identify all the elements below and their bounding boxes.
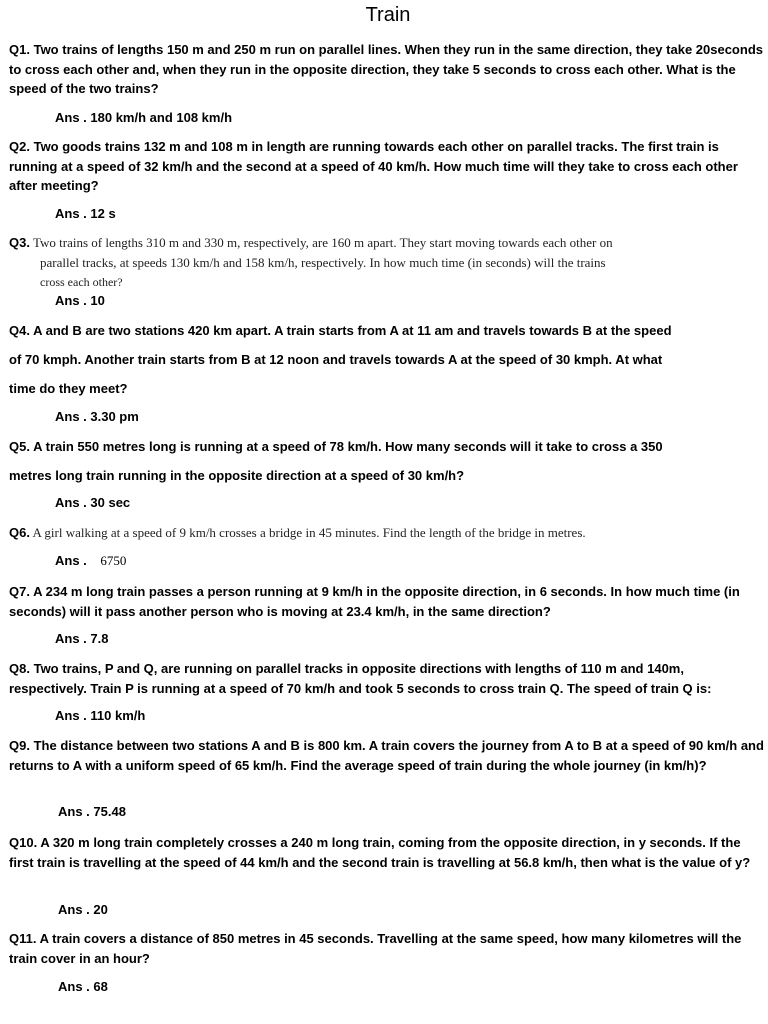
question-number: Q1.: [9, 42, 30, 57]
answer-9: Ans . 75.48: [58, 804, 126, 819]
question-text-line: parallel tracks, at speeds 130 km/h and 158 km/h, respectively. In how much time (in seconds) will the trains: [40, 255, 606, 270]
question-7: [9, 582, 764, 621]
question-number: Q7.: [9, 584, 30, 599]
question-6: [9, 523, 764, 543]
answer-value: 6750: [100, 553, 127, 568]
question-number: Q9.: [9, 738, 30, 753]
question-5-line-2: metres long train running in the opposite direction at a speed of 30 km/h?: [9, 468, 465, 483]
answer-11: Ans . 68: [58, 979, 108, 994]
question-number: Q2.: [9, 139, 30, 154]
question-text: Two goods trains 132 m and 108 m in length are running towards each other on parallel tracks. The first train is running at a speed of 32 km/h and the second at a speed of 40 km/h. How much time will they take to cross each other after meeting?: [9, 139, 738, 193]
answer-4: Ans . 3.30 pm: [55, 409, 139, 424]
answer-1: Ans . 180 km/h and 108 km/h: [55, 110, 233, 125]
question-text: A train 550 metres long is running at a speed of 78 km/h. How many seconds will it take to cross a 350: [33, 439, 663, 454]
question-number: Q6.: [9, 525, 30, 540]
question-1: [9, 40, 764, 99]
answer-10: Ans . 20: [58, 902, 108, 917]
answer-2: Ans . 12 s: [55, 206, 116, 221]
question-text: A 320 m long train completely crosses a 240 m long train, coming from the opposite direction, in y seconds. If the first train is travelling at the speed of 44 km/h and the second train is travelling at 56.8 km/h, then what is the value of y?: [9, 835, 751, 870]
question-4-line-3: time do they meet?: [9, 381, 128, 396]
question-9: [9, 736, 764, 775]
answer-6: [55, 553, 126, 569]
question-4-line-1: [9, 321, 764, 341]
question-11: [9, 929, 764, 968]
question-text: A train covers a distance of 850 metres in 45 seconds. Travelling at the same speed, how many kilometres will the train cover in an hour?: [9, 931, 742, 966]
question-4-line-2: of 70 kmph. Another train starts from B at 12 noon and travels towards A at the speed of 30 kmph. At what: [9, 352, 663, 367]
question-text: The distance between two stations A and B is 800 km. A train covers the journey from A to B at a speed of 90 km/h and returns to A with a uniform speed of 65 km/h. Find the average speed of train during the whole journey (in km/h)?: [9, 738, 764, 773]
question-text: Two trains of lengths 150 m and 250 m run on parallel lines. When they run in the same direction, they take 20seconds to cross each other and, when they run in the opposite direction, they take 5 seconds to cross each other. What is the speed of the two trains?: [9, 42, 763, 96]
answer-5: Ans . 30 sec: [55, 495, 131, 510]
question-number: Q5.: [9, 439, 30, 454]
question-text: A girl walking at a speed of 9 km/h crosses a bridge in 45 minutes. Find the length of the bridge in metres.: [32, 525, 586, 540]
question-2: [9, 137, 764, 196]
question-number: Q8.: [9, 661, 30, 676]
question-text: Two trains, P and Q, are running on parallel tracks in opposite directions with lengths of 110 m and 140m, respectively. Train P is running at a speed of 70 km/h and took 5 seconds to cross train Q. The speed of train Q is:: [9, 661, 712, 696]
page-title: Train: [365, 4, 411, 26]
question-8: [9, 659, 764, 698]
question-number: Q10.: [9, 835, 38, 850]
question-3: [9, 233, 764, 291]
question-10: [9, 833, 764, 872]
question-number: Q4.: [9, 323, 30, 338]
answer-8: Ans . 110 km/h: [55, 708, 146, 723]
question-text: A and B are two stations 420 km apart. A train starts from A at 11 am and travels towards B at the speed: [33, 323, 672, 338]
answer-7: Ans . 7.8: [55, 631, 109, 646]
answer-label: Ans .: [55, 553, 87, 568]
question-number: Q3.: [9, 235, 30, 250]
question-text-line: cross each other?: [40, 275, 123, 289]
answer-3: Ans . 10: [55, 293, 105, 308]
question-number: Q11.: [9, 931, 37, 946]
question-text: A 234 m long train passes a person running at 9 km/h in the opposite direction, in 6 seconds. In how much time (in seconds) will it pass another person who is moving at 23.4 km/h, in the same direction?: [9, 584, 740, 619]
question-5-line-1: [9, 437, 764, 457]
question-text-line: Two trains of lengths 310 m and 330 m, respectively, are 160 m apart. They start moving towards each other on: [32, 235, 613, 250]
